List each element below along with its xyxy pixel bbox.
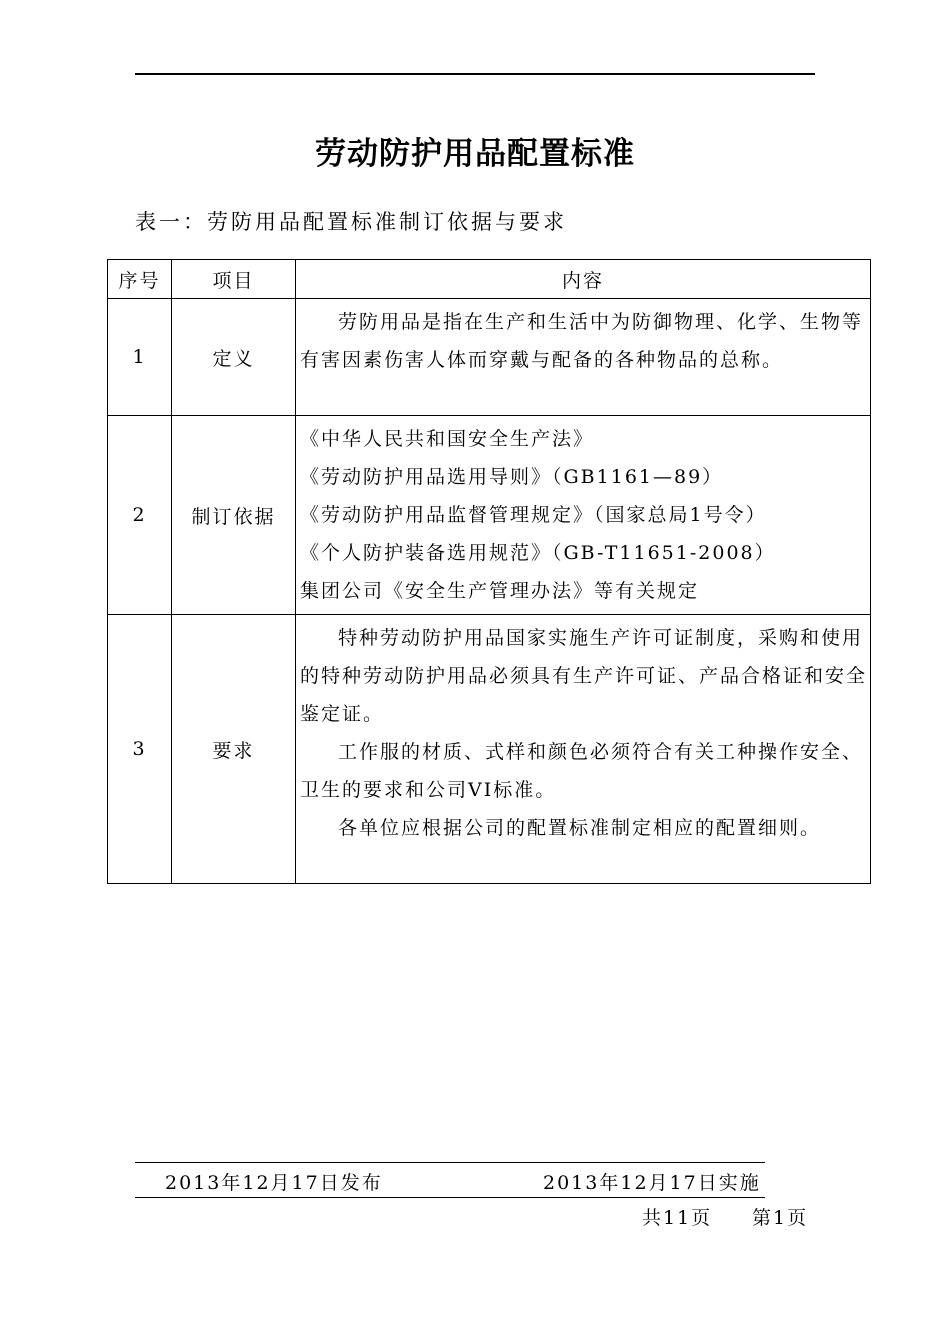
content-paragraph: 特种劳动防护用品国家实施生产许可证制度，采购和使用的特种劳动防护用品必须具有生产许可证、产品合格证和安全鉴定证。 bbox=[300, 627, 868, 725]
row-content bbox=[296, 615, 871, 884]
content-paragraph: 各单位应根据公司的配置标准制定相应的配置细则。 bbox=[338, 817, 822, 839]
table-row bbox=[108, 416, 871, 615]
row-number: 3 bbox=[108, 615, 172, 884]
footer-rule-bottom bbox=[135, 1197, 765, 1198]
table-caption: 表一：劳防用品配置标准制订依据与要求 bbox=[135, 210, 567, 234]
header-rule bbox=[135, 73, 815, 75]
regulation-line: 《中华人民共和国安全生产法》 bbox=[300, 428, 595, 450]
table-header-row bbox=[108, 260, 871, 299]
row-content bbox=[296, 299, 871, 416]
regulation-line: 《劳动防护用品监督管理规定》（国家总局1号令） bbox=[300, 504, 767, 526]
table-row bbox=[108, 299, 871, 416]
row-number: 2 bbox=[108, 416, 172, 615]
header-item: 项目 bbox=[172, 260, 296, 299]
content-paragraph: 劳防用品是指在生产和生活中为防御物理、化学、生物等有害因素伤害人体而穿戴与配备的各种物品的总称。 bbox=[300, 311, 864, 371]
regulation-line: 《个人防护装备选用规范》（GB-T11651-2008） bbox=[300, 542, 776, 564]
page-count: 共11页 bbox=[642, 1207, 713, 1229]
row-content bbox=[296, 416, 871, 615]
regulation-line: 集团公司《安全生产管理办法》等有关规定 bbox=[300, 580, 700, 602]
header-content: 内容 bbox=[296, 260, 871, 299]
publish-date: 2013年12月17日发布 bbox=[165, 1172, 383, 1194]
content-paragraph: 工作服的材质、式样和颜色必须符合有关工种操作安全、卫生的要求和公司VI标准。 bbox=[300, 741, 864, 801]
header-no: 序号 bbox=[108, 260, 172, 299]
table-row bbox=[108, 615, 871, 884]
document-title: 劳动防护用品配置标准 bbox=[315, 136, 635, 172]
row-item: 制订依据 bbox=[172, 416, 296, 615]
row-item: 定义 bbox=[172, 299, 296, 416]
regulation-line: 《劳动防护用品选用导则》（GB1161—89） bbox=[300, 466, 724, 488]
row-item: 要求 bbox=[172, 615, 296, 884]
row-number: 1 bbox=[108, 299, 172, 416]
effective-date: 2013年12月17日实施 bbox=[543, 1172, 761, 1194]
footer-rule-top bbox=[135, 1162, 765, 1163]
page-number: 第1页 bbox=[752, 1207, 809, 1229]
standards-table bbox=[107, 259, 871, 884]
